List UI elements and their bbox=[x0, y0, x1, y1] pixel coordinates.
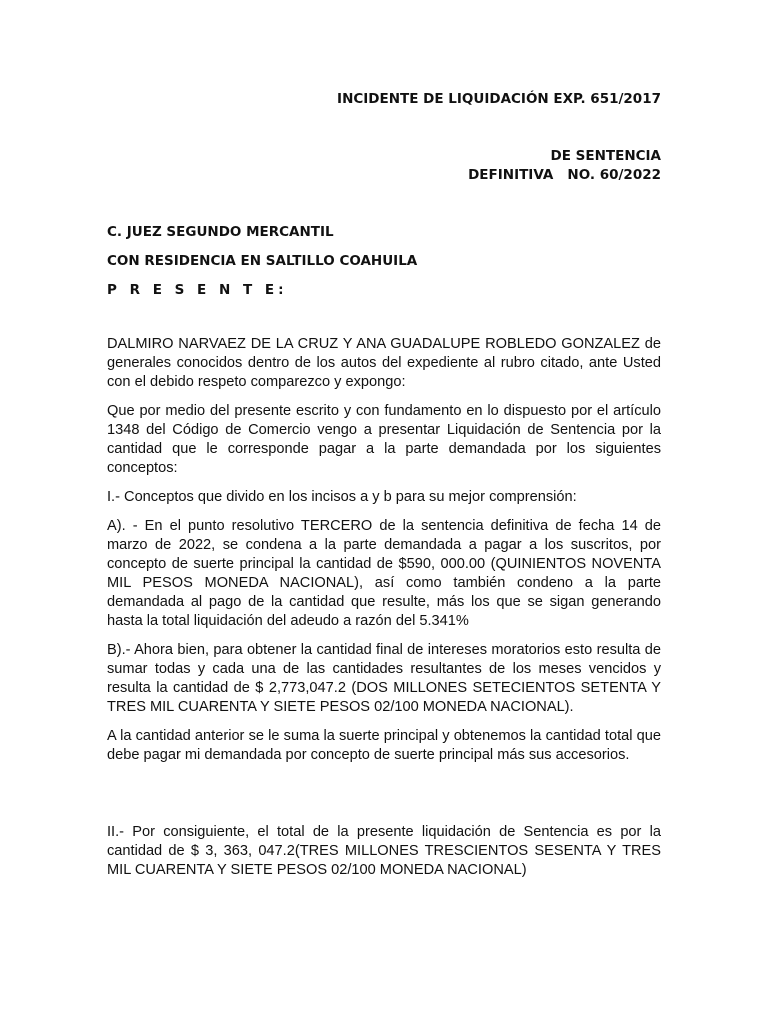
addressee-residence: CON RESIDENCIA EN SALTILLO COAHUILA bbox=[107, 253, 418, 269]
incidente-heading: INCIDENTE DE LIQUIDACIÓN EXP. 651/2017 bbox=[337, 91, 661, 107]
paragraph-conceptos: I.- Conceptos que divido en los incisos a y b para su mejor comprensión: bbox=[107, 489, 577, 505]
sentencia-heading-line1: DE SENTENCIA bbox=[550, 148, 661, 164]
paragraph-suma: A la cantidad anterior se le suma la suerte principal y obtenemos la cantidad total que debe pagar mi demandada por concepto de suerte principal más sus accesorios. bbox=[107, 728, 661, 763]
addressee-presente: P R E S E N T E: bbox=[107, 282, 288, 298]
paragraph-total: II.- Por consiguiente, el total de la presente liquidación de Sentencia es por la cantidad de $ 3, 363, 047.2(TRES MILLONES TRESCIENTOS SESENTA Y TRES MIL CUARENTA Y SIETE PESOS 02/100 MONEDA NACIONAL) bbox=[107, 824, 661, 878]
paragraph-fundamento: Que por medio del presente escrito y con fundamento en lo dispuesto por el artículo 1348 del Código de Comercio vengo a presentar Liquidación de Sentencia por la cantidad que le corresponde pagar a la parte demandada por los siguientes conceptos: bbox=[107, 403, 661, 476]
paragraph-inciso-a: A). - En el punto resolutivo TERCERO de la sentencia definitiva de fecha 14 de marzo de 2022, se condena a la parte demandada a pagar a los suscritos, por concepto de suerte principal la cantidad de $590, 000.00 (QUINIENTOS NOVENTA MIL PESOS MONEDA NACIONAL), así como también condeno a la parte demandada al pago de la cantidad que resulte, más los que se sigan generando hasta la total liquidación del adeudo a razón del 5.341% bbox=[107, 518, 661, 629]
sentencia-heading-line2: DEFINITIVA NO. 60/2022 bbox=[468, 167, 661, 183]
addressee-judge: C. JUEZ SEGUNDO MERCANTIL bbox=[107, 224, 334, 240]
paragraph-intro: DALMIRO NARVAEZ DE LA CRUZ Y ANA GUADALUPE ROBLEDO GONZALEZ de generales conocidos dentro de los autos del expediente al rubro citado, ante Usted con el debido respeto comparezco y expongo: bbox=[107, 336, 661, 390]
paragraph-inciso-b: B).- Ahora bien, para obtener la cantidad final de intereses moratorios esto resulta de sumar todas y cada una de las cantidades resultantes de los meses vencidos y resulta la cantidad de $ 2,773,047.2 (DOS MILLONES SETECIENTOS SETENTA Y TRES MIL CUARENTA Y SIETE PESOS 02/100 MONEDA NACIONAL). bbox=[107, 642, 661, 715]
